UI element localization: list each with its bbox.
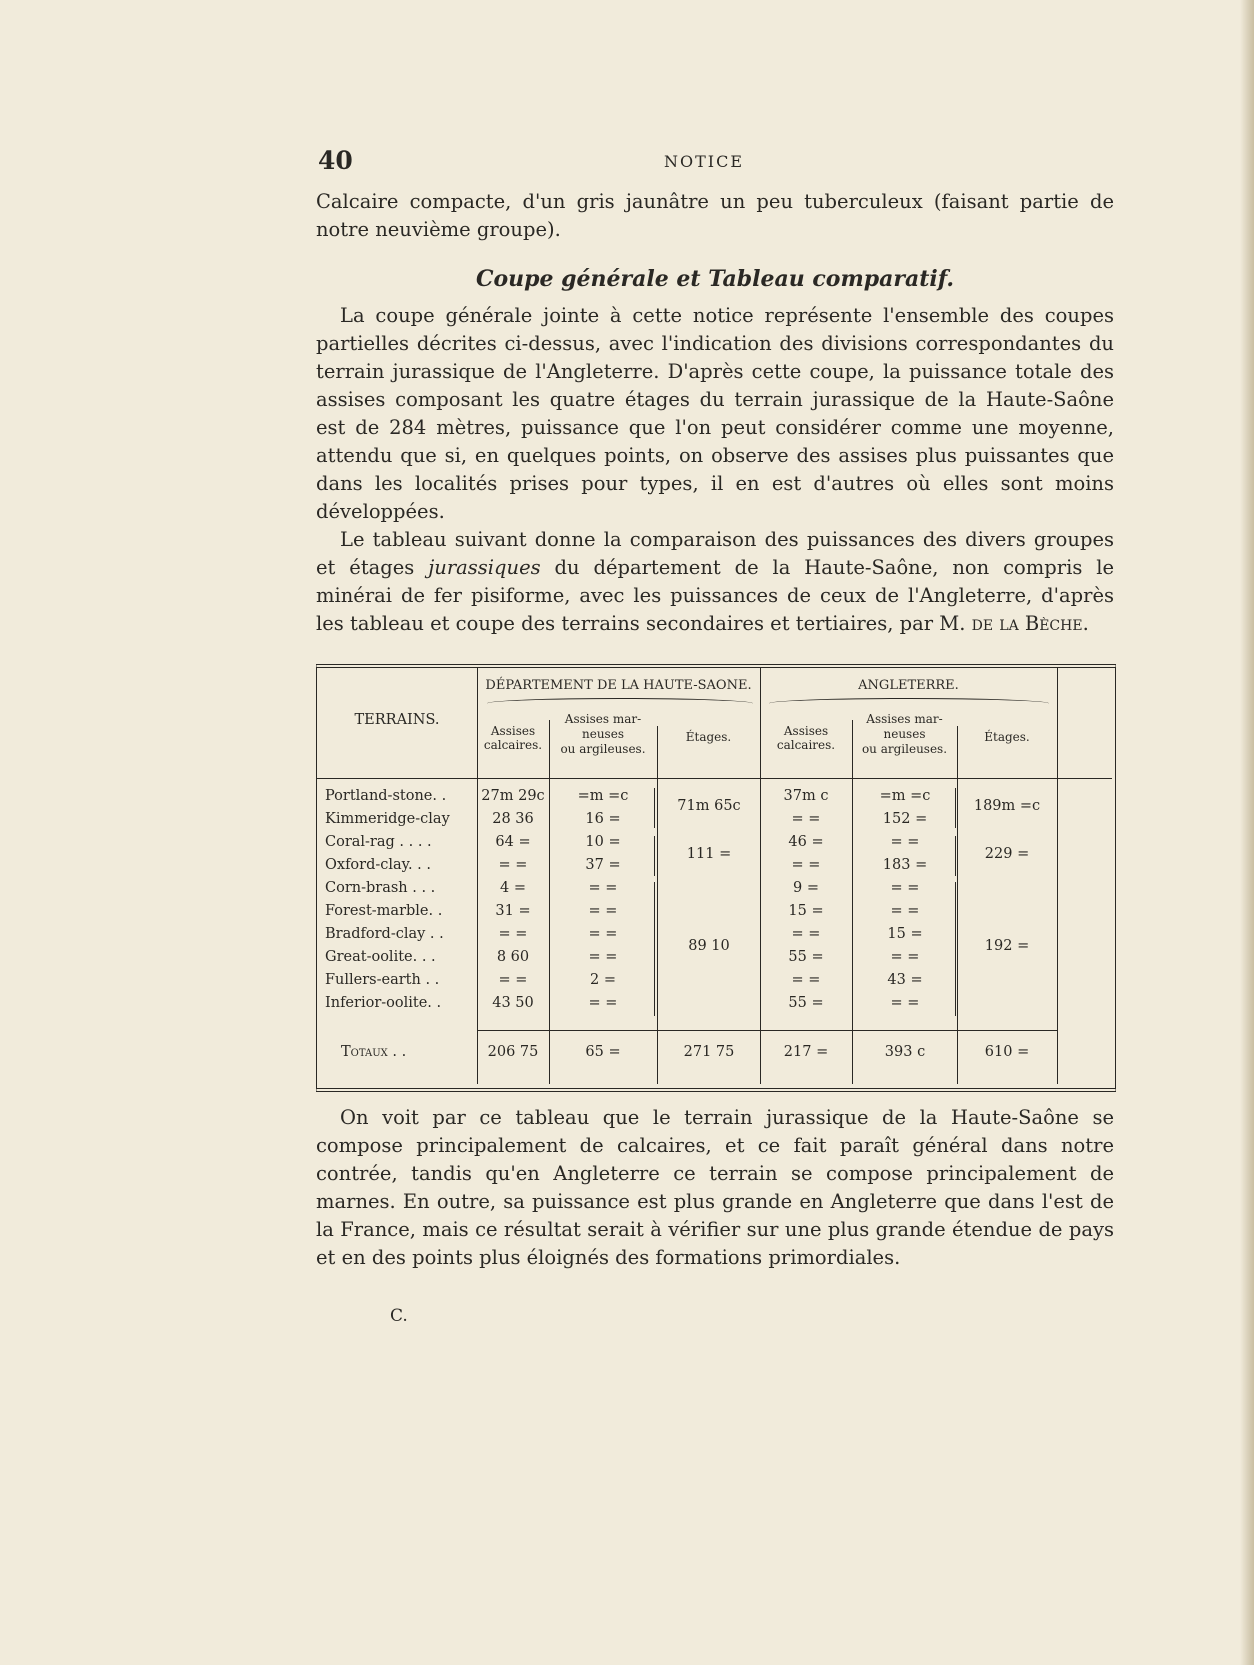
- hs-etage-3: 89 10: [688, 938, 730, 954]
- hs-etage-2: 111 =: [686, 846, 732, 862]
- en-marn: = =: [890, 995, 920, 1011]
- hs-marn: = =: [588, 926, 618, 942]
- brace-hs-1: [650, 788, 655, 828]
- en-marn: 183 =: [882, 857, 928, 873]
- en-marn: 43 =: [887, 972, 923, 988]
- hs-sub-etages: Étages.: [685, 730, 732, 744]
- page-header: [318, 146, 1118, 178]
- en-marn: =m =c: [879, 788, 931, 804]
- row-name: Kimmeridge-clay: [325, 811, 450, 827]
- p3-text-a: Le tableau suivant donne la comparaison des puissances des divers groupes et étages: [316, 528, 1114, 579]
- hs-sub-marneuses: [549, 712, 657, 757]
- hs-sub-marneuses-l3: ou argileuses.: [560, 742, 646, 756]
- en-sub-marneuses-l3: ou argileuses.: [861, 742, 948, 756]
- en-calc: = =: [791, 926, 821, 942]
- row-name: Corn-brash . . .: [325, 880, 436, 896]
- hs-marn: = =: [588, 995, 618, 1011]
- en-etage-3: 192 =: [984, 938, 1030, 954]
- brace-en-1: [951, 788, 956, 828]
- page-number: 40: [318, 146, 353, 175]
- p3-italic: jurassiques: [428, 556, 541, 579]
- en-marn: = =: [890, 834, 920, 850]
- total-hs-marn: 65 =: [585, 1044, 621, 1060]
- brace-haute-saone: [487, 698, 753, 709]
- hs-marn: =m =c: [577, 788, 629, 804]
- hs-calc: 43 50: [492, 995, 534, 1011]
- hs-calc: 27m 29c: [481, 788, 545, 804]
- hs-marn: 37 =: [585, 857, 621, 873]
- row-name: Oxford-clay. . .: [325, 857, 431, 873]
- brace-hs-3: [650, 882, 655, 1016]
- intro-paragraph: Calcaire compacte, d'un gris jaunâtre un peu tuberculeux (faisant partie de notre neuvième groupe).: [316, 190, 1114, 241]
- total-en-calc: 217 =: [783, 1044, 829, 1060]
- en-calc: 46 =: [788, 834, 824, 850]
- en-calc: 55 =: [788, 949, 824, 965]
- en-sub-calcaires: Assises calcaires.: [776, 724, 836, 752]
- section-title: Coupe générale et Tableau comparatif.: [475, 266, 955, 292]
- hs-calc: 8 60: [496, 949, 530, 965]
- total-en-etages: 610 =: [984, 1044, 1030, 1060]
- total-hs-etages: 271 75: [683, 1044, 735, 1060]
- p3-text-b: du département de la Haute-Saône, non compris le minérai de fer pisiforme, avec les puissances de ceux de l'Angleterre, d'après les tableau et coupe des terrains secondaires et tertiaires, par: [316, 556, 1115, 635]
- hs-marn: 10 =: [585, 834, 621, 850]
- hs-marn: 16 =: [585, 811, 621, 827]
- en-marn: 152 =: [882, 811, 928, 827]
- en-calc: = =: [791, 857, 821, 873]
- en-etage-2: 229 =: [984, 846, 1030, 862]
- en-sub-marneuses: [852, 712, 957, 757]
- hs-calc: 64 =: [495, 834, 531, 850]
- en-marn: 15 =: [887, 926, 923, 942]
- hs-sub-calcaires: Assises calcaires.: [483, 724, 543, 752]
- hs-calc: = =: [498, 857, 528, 873]
- en-etage-1: 189m =c: [973, 798, 1041, 814]
- hs-etage-1: 71m 65c: [677, 798, 741, 814]
- hs-marn: = =: [588, 949, 618, 965]
- en-calc: = =: [791, 972, 821, 988]
- en-calc: 55 =: [788, 995, 824, 1011]
- p3-author: M. de la Bèche.: [939, 612, 1089, 635]
- hs-calc: = =: [498, 926, 528, 942]
- en-sub-marneuses-l1: Assises mar-: [866, 712, 943, 726]
- row-name: Great-oolite. . .: [325, 949, 436, 965]
- row-name: Fullers-earth . .: [325, 972, 440, 988]
- paragraph-tableau: [316, 526, 1114, 638]
- brace-hs-2: [650, 836, 655, 876]
- paragraph-conclusion: On voit par ce tableau que le terrain jurassique de la Haute-Saône se compose principalement de calcaires, et ce fait paraît général dans notre contrée, tandis qu'en Angleterre ce terrain se compose principalement de marnes. En outre, sa puissance est plus grande en Angleterre que dans l'est de la France, mais ce résultat serait à vérifier sur une plus grande étendue de pays et en des points plus éloignés des formations primordiales.: [316, 1106, 1114, 1269]
- group-angleterre: ANGLETERRE.: [858, 678, 959, 693]
- en-sub-marneuses-l2: neuses: [883, 727, 926, 741]
- en-marn: = =: [890, 903, 920, 919]
- en-calc: 9 =: [793, 880, 819, 896]
- en-marn: = =: [890, 949, 920, 965]
- total-en-marn: 393 c: [884, 1044, 926, 1060]
- hs-marn: = =: [588, 880, 618, 896]
- row-name: Portland-stone. .: [325, 788, 447, 804]
- hs-calc: 4 =: [500, 880, 526, 896]
- brace-en-3: [951, 882, 956, 1016]
- comparison-table: [316, 664, 1116, 1092]
- paragraph-coupe: La coupe générale jointe à cette notice représente l'ensemble des coupes partielles décrites ci-dessus, avec l'indication des divisions correspondantes du terrain jurassique de l'Angleterre. D'après cette coupe, la puissance totale des assises composant les quatre étages du terrain jurassique de la Haute-Saône est de 284 mètres, puissance que l'on peut considérer comme une moyenne, attendu que si, en quelques points, on observe des assises plus puissantes que dans les localités prises pour types, il en est d'autres où elles sont moins développées.: [316, 304, 1114, 523]
- en-calc: 15 =: [788, 903, 824, 919]
- en-calc: 37m c: [783, 788, 829, 804]
- hs-calc: = =: [498, 972, 528, 988]
- row-name: Bradford-clay . .: [325, 926, 444, 942]
- row-name: Inferior-oolite. .: [325, 995, 442, 1011]
- en-marn: = =: [890, 880, 920, 896]
- brace-en-2: [951, 836, 956, 876]
- hs-sub-marneuses-l1: Assises mar-: [564, 712, 642, 726]
- row-name: Coral-rag . . . .: [325, 834, 432, 850]
- en-calc: = =: [791, 811, 821, 827]
- hs-calc: 31 =: [495, 903, 531, 919]
- brace-angleterre: [769, 698, 1049, 709]
- running-title: NOTICE: [664, 152, 745, 171]
- en-sub-etages: Étages.: [984, 730, 1030, 744]
- signature: C.: [390, 1306, 408, 1326]
- totals-label: Totaux . .: [341, 1044, 407, 1060]
- hs-calc: 28 36: [492, 811, 534, 827]
- total-hs-calc: 206 75: [487, 1044, 539, 1060]
- hs-marn: 2 =: [590, 972, 616, 988]
- hs-sub-marneuses-l2: neuses: [582, 727, 624, 741]
- col-terrains: TERRAINS.: [354, 712, 440, 728]
- hs-marn: = =: [588, 903, 618, 919]
- group-haute-saone: DÉPARTEMENT DE LA HAUTE-SAONE.: [485, 678, 752, 693]
- page-edge: [1240, 0, 1254, 1665]
- row-name: Forest-marble. .: [325, 903, 443, 919]
